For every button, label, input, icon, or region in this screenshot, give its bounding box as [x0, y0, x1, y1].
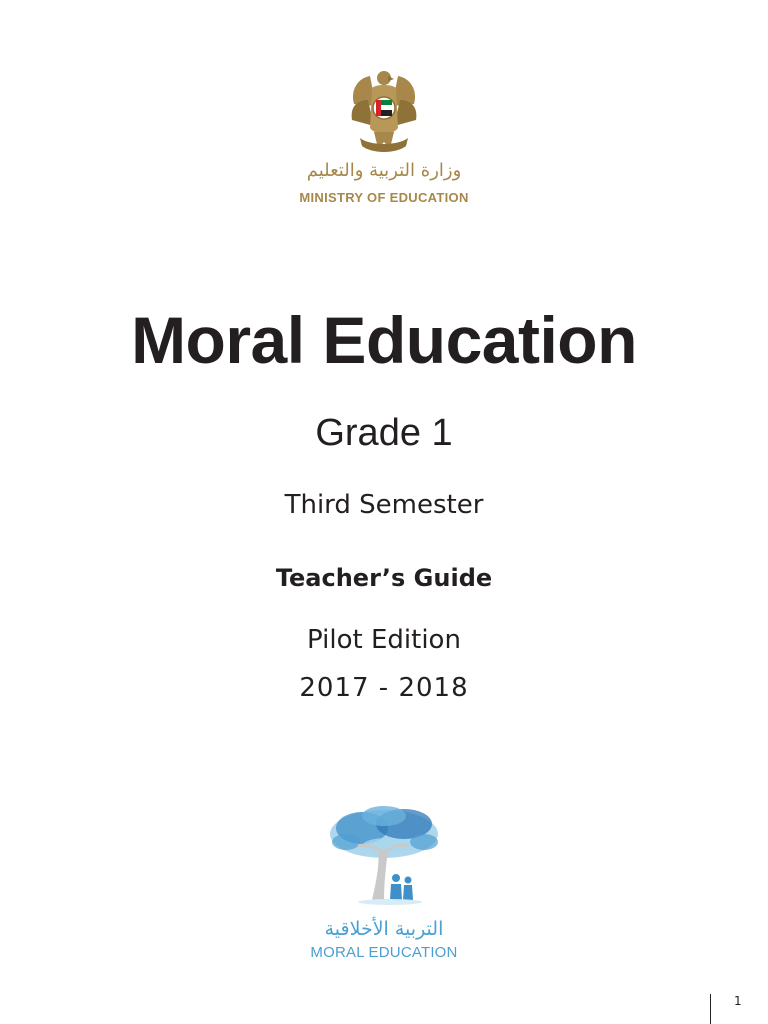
document-edition: Pilot Edition: [307, 625, 461, 655]
document-grade: Grade 1: [315, 412, 453, 454]
document-title: Moral Education: [131, 303, 637, 377]
page-number: 1: [734, 994, 742, 1008]
tree-with-children-icon: [326, 804, 444, 908]
program-english-name: MORAL EDUCATION: [310, 944, 458, 961]
program-arabic-name: التربية الأخلاقية: [324, 918, 444, 940]
document-years: 2017 - 2018: [299, 673, 469, 703]
footer-divider: [710, 994, 711, 1024]
ministry-english-name: MINISTRY OF EDUCATION: [299, 190, 469, 205]
ministry-arabic-name: وزارة التربية والتعليم: [306, 160, 462, 181]
document-guide-type: Teacher’s Guide: [275, 564, 493, 592]
document-semester: Third Semester: [284, 490, 484, 520]
uae-eagle-emblem-icon: [348, 66, 420, 156]
